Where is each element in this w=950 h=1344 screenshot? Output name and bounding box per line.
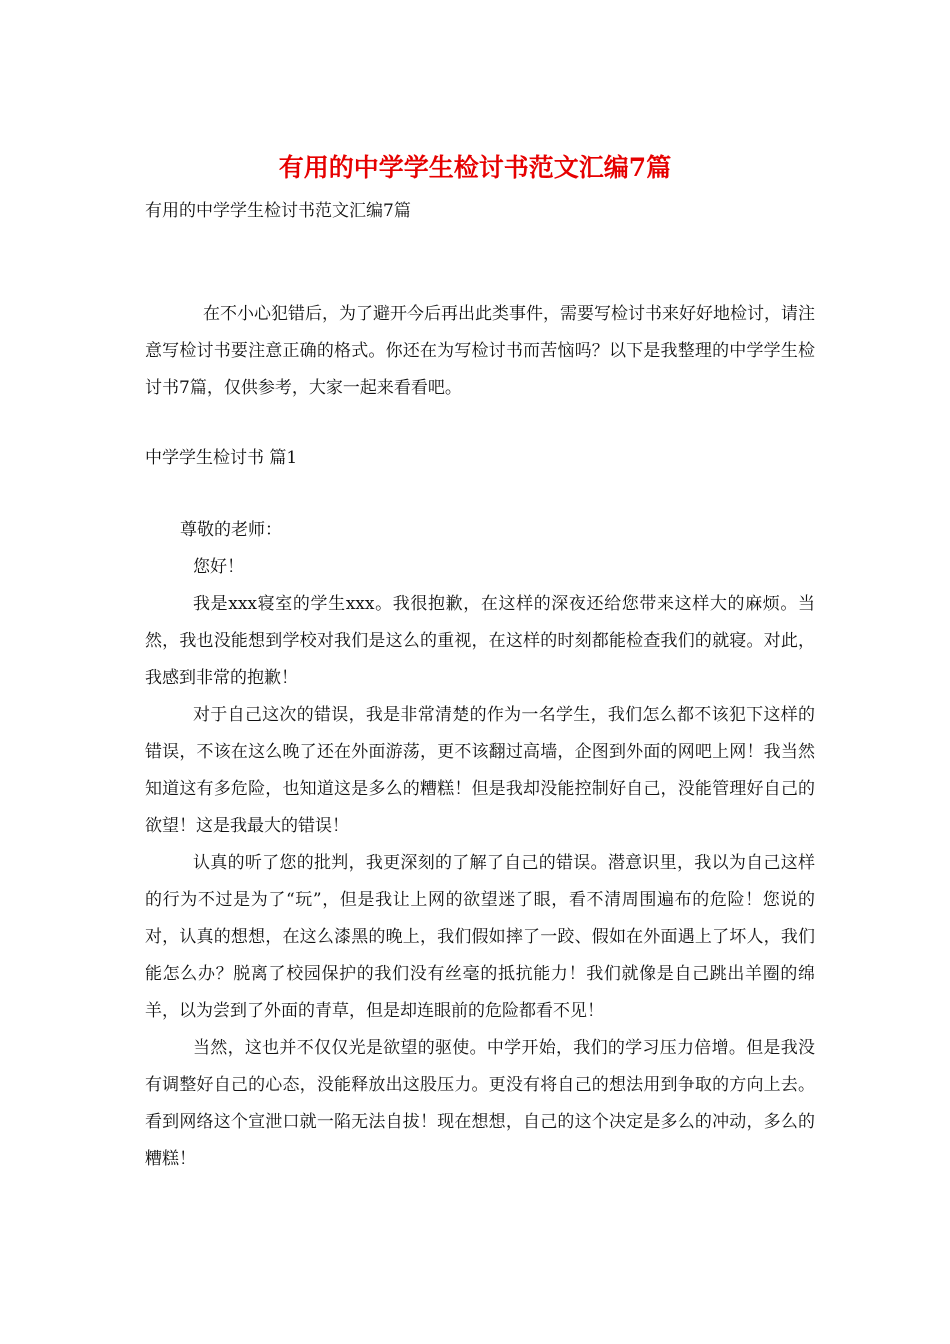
letter-paragraph: 对于自己这次的错误，我是非常清楚的作为一名学生，我们怎么都不该犯下这样的错误，不该在这么晚了还在外面游荡，更不该翻过高墙，企图到外面的网吧上网！我当然知道这有多危险，也知道这是多么的糟糕！但是我却没能控制好自己，没能管理好自己的欲望！这是我最大的错误！ (145, 705, 815, 836)
section-heading: 中学学生检讨书 篇1 (145, 448, 298, 468)
document-subtitle: 有用的中学学生检讨书范文汇编7篇 (145, 201, 411, 221)
letter-paragraph: 认真的听了您的批判，我更深刻的了解了自己的错误。潜意识里，我以为自己这样的行为不过是为了“玩”，但是我让上网的欲望迷了眼，看不清周围遍布的危险！您说的对，认真的想想，在这么漆黑的晚上，我们假如摔了一跤、假如在外面遇上了坏人，我们能怎么办？脱离了校园保护的我们没有丝毫的抵抗能力！我们就像是自己跳出羊圈的绵羊，以为尝到了外面的青草，但是却连眼前的危险都看不见！ (145, 853, 815, 1021)
letter-salutation: 尊敬的老师： (180, 520, 282, 540)
letter-greeting: 您好！ (193, 557, 244, 577)
letter-paragraph: 我是xxx寝室的学生xxx。我很抱歉，在这样的深夜还给您带来这样大的麻烦。当然，我也没能想到学校对我们是这么的重视，在这样的时刻都能检查我们的就寝。对此，我感到非常的抱歉！ (145, 594, 815, 688)
intro-paragraph: 在不小心犯错后，为了避开今后再出此类事件，需要写检讨书来好好地检讨，请注意写检讨书要注意正确的格式。你还在为写检讨书而苦恼吗？以下是我整理的中学学生检讨书7篇，仅供参考，大家一起来看看吧。 (145, 304, 815, 398)
document-title: 有用的中学学生检讨书范文汇编7篇 (278, 153, 672, 182)
letter-paragraph: 当然，这也并不仅仅光是欲望的驱使。中学开始，我们的学习压力倍增。但是我没有调整好自己的心态，没能释放出这股压力。更没有将自己的想法用到争取的方向上去。看到网络这个宣泄口就一陷无法自拔！现在想想，自己的这个决定是多么的冲动，多么的糟糕！ (145, 1038, 815, 1169)
letter-body (145, 512, 815, 1178)
